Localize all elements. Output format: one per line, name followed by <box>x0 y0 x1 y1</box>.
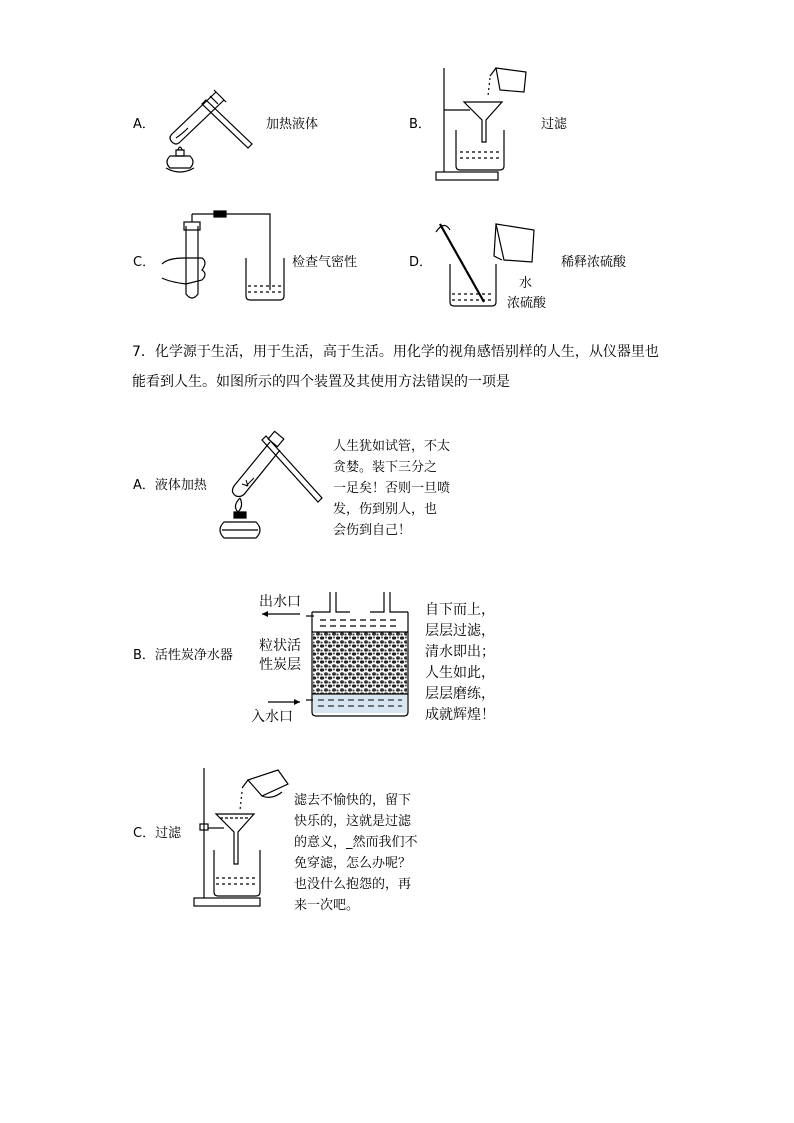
option-label: C．过滤 <box>133 826 182 841</box>
inlet-label: 入水口 <box>251 709 293 725</box>
option-label: A．液体加热 <box>133 478 207 493</box>
caption-line: 会伤到自己！ <box>333 523 412 538</box>
option-label: 过滤 <box>541 117 568 132</box>
inlet-arrow <box>266 696 306 708</box>
option-label: 加热液体 <box>266 117 319 132</box>
question-line-1: 7．化学源于生活，用于生活，高于生活。用化学的视角感悟别样的人生，从仪器里也 <box>132 344 659 360</box>
caption-line: 自下而上， <box>425 602 495 618</box>
caption-line: 人生犹如试管，不太 <box>333 439 451 454</box>
caption-line: 清水即出； <box>425 644 495 660</box>
option-letter: D． <box>409 255 433 270</box>
caption-line: 滤去不愉快的，留下 <box>294 793 412 808</box>
option-label: 稀释浓硫酸 <box>561 255 627 270</box>
caption-line: 来一次吧。 <box>294 898 360 913</box>
option-letter: A． <box>133 117 155 132</box>
caption-line: 层层磨练， <box>425 686 495 702</box>
caption-line: 人生如此， <box>425 665 495 681</box>
caption-line: 贪婪。装下三分之 <box>333 460 438 475</box>
outlet-arrow <box>256 608 306 620</box>
question-line-2: 能看到人生。如图所示的四个装置及其使用方法错误的一项是 <box>132 374 510 390</box>
caption-line: 快乐的，这就是过滤 <box>294 814 412 829</box>
acid-label: 浓硫酸 <box>507 296 547 311</box>
airtightness-check-diagram <box>160 212 284 304</box>
caption-line: 一足矣！否则一旦喷 <box>333 481 451 496</box>
water-purifier-diagram <box>304 588 416 720</box>
liquid-heating-diagram <box>218 430 324 542</box>
caption-line: 层层过滤， <box>425 623 495 639</box>
option-label: 检查气密性 <box>292 255 358 270</box>
layer-label-line: 性炭层 <box>259 657 301 673</box>
caption-line: 也没什么抱怨的，再 <box>294 877 412 892</box>
outlet-label: 出水口 <box>259 594 301 610</box>
caption-line: 的意义，_然而我们不 <box>294 835 418 850</box>
heating-liquid-diagram <box>158 78 258 178</box>
option-letter: B． <box>409 117 431 132</box>
option-label: B．活性炭净水器 <box>133 648 233 663</box>
caption-line: 发，伤到别人，也 <box>333 502 438 517</box>
filtration-diagram <box>434 62 534 182</box>
layer-label-line: 粒状活 <box>259 638 301 654</box>
water-label: 水 <box>519 276 533 291</box>
option-letter: C． <box>133 255 156 270</box>
caption-line: 免穿滤，怎么办呢？ <box>294 856 412 871</box>
caption-line: 成就辉煌！ <box>425 707 495 723</box>
filtration-setup-diagram <box>192 766 292 908</box>
